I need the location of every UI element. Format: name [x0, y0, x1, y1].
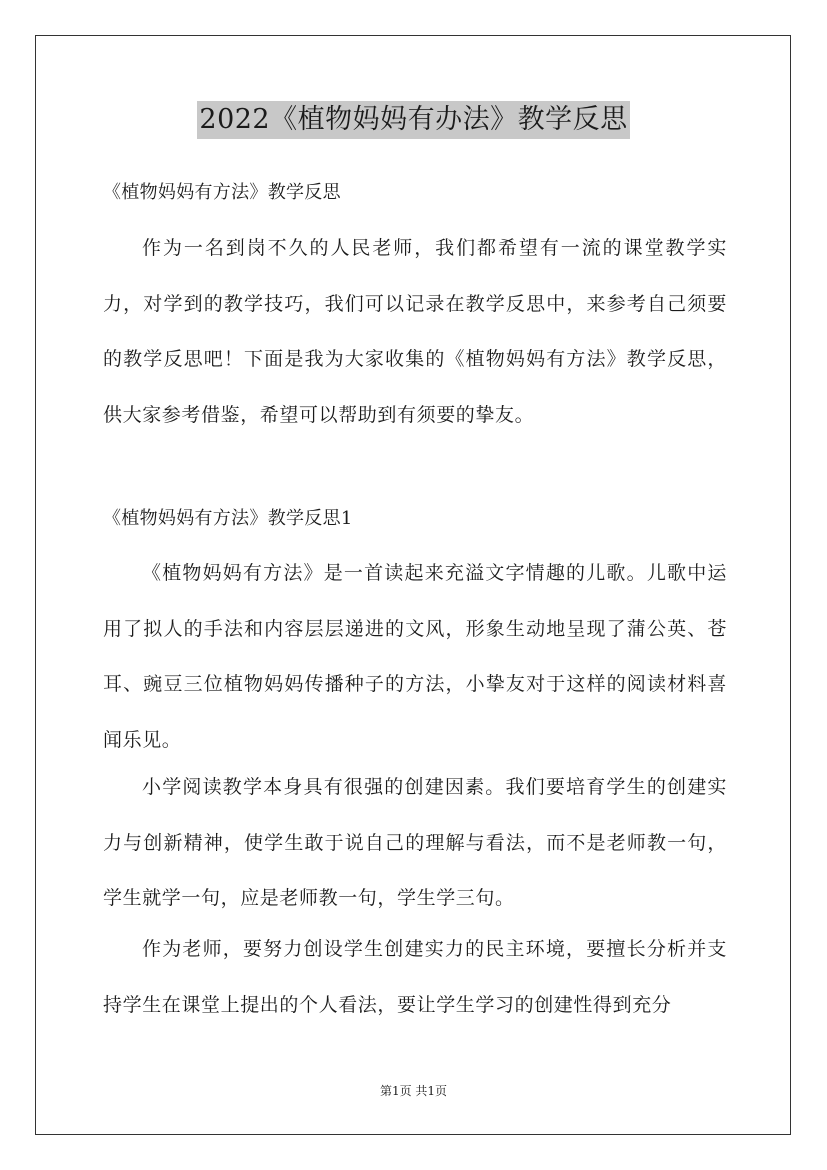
body-paragraph-2: 小学阅读教学本身具有很强的创建因素。我们要培育学生的创建实力与创新精神，使学生敢于说自己的理解与看法，而不是老师教一句，学生就学一句，应是老师教一句，学生学三句。 — [103, 776, 727, 909]
body-paragraph-1: 《植物妈妈有方法》是一首读起来充溢文字情趣的儿歌。儿歌中运用了拟人的手法和内容层层递进的文风，形象生动地呈现了蒲公英、苍耳、豌豆三位植物妈妈传播种子的方法，小挚友对于这样的阅读材料喜闻乐见。 — [103, 562, 727, 751]
document-title: 2022《植物妈妈有办法》教学反思 — [197, 101, 629, 139]
section-heading: 《植物妈妈有方法》教学反思1 — [103, 508, 353, 529]
page-footer: 第1页 共1页 — [379, 1084, 448, 1098]
body-paragraph-3: 作为老师，要努力创设学生创建实力的民主环境，要擅长分析并支持学生在课堂上提出的个人看法，要让学生学习的创建性得到充分 — [103, 938, 727, 1016]
intro-heading: 《植物妈妈有方法》教学反思 — [103, 182, 341, 203]
intro-paragraph: 作为一名到岗不久的人民老师，我们都希望有一流的课堂教学实力，对学到的教学技巧，我们可以记录在教学反思中，来参考自己须要的教学反思吧！下面是我为大家收集的《植物妈妈有方法》教学反思，供大家参考借鉴，希望可以帮助到有须要的挚友。 — [103, 237, 727, 426]
title-container — [0, 101, 827, 139]
